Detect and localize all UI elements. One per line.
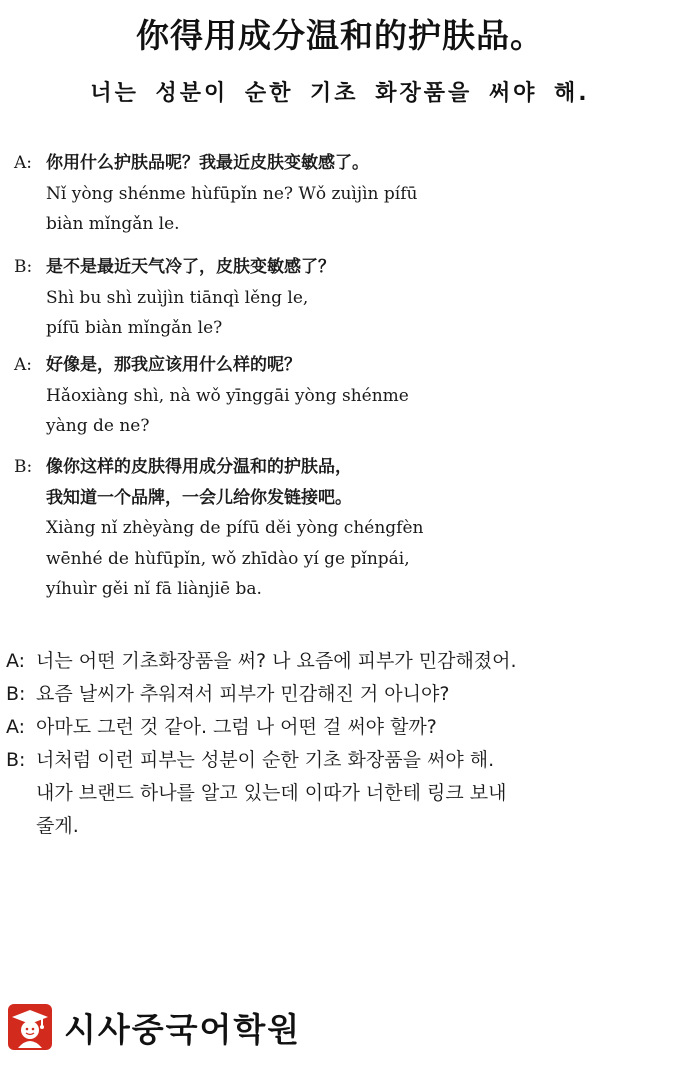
- speaker-label: A:: [6, 650, 26, 672]
- korean-text: 줄게.: [36, 815, 79, 837]
- korean-text: 요즘 날씨가 추워져서 피부가 민감해진 거 아니야?: [36, 683, 450, 705]
- speaker-label: B:: [6, 683, 26, 705]
- korean-line-row: [6, 744, 676, 843]
- pinyin-line: biàn mǐngǎn le.: [46, 214, 180, 234]
- korean-line-row: [6, 645, 676, 678]
- pinyin-line: yíhuìr gěi nǐ fā liànjiē ba.: [46, 579, 262, 599]
- title-korean: 너는 성분이 순한 기초 화장품을 써야 해.: [90, 81, 590, 106]
- chinese-line: 像你这样的皮肤得用成分温和的护肤品，: [46, 457, 352, 477]
- pinyin-line: pífū biàn mǐngǎn le?: [46, 318, 223, 338]
- academy-logo: [8, 1002, 301, 1052]
- korean-translation: [6, 645, 676, 843]
- korean-line-row: [6, 711, 676, 744]
- pinyin-line: Xiàng nǐ zhèyàng de pífū děi yòng chéngfèn: [46, 518, 424, 538]
- pinyin-line: Nǐ yòng shénme hùfūpǐn ne? Wǒ zuìjìn pífū: [46, 183, 418, 204]
- chinese-line: 你用什么护肤品呢？我最近皮肤变敏感了。: [46, 153, 369, 173]
- korean-text: 너처럼 이런 피부는 성분이 순한 기초 화장품을 써야 해.: [36, 749, 495, 771]
- speaker-label: A:: [14, 153, 33, 173]
- speaker-label: B:: [6, 749, 26, 771]
- speaker-label: A:: [6, 716, 26, 738]
- title-chinese: 你得用成分温和的护肤品。: [136, 16, 544, 55]
- korean-text: 너는 어떤 기초화장품을 써? 나 요즘에 피부가 민감해졌어.: [36, 650, 517, 672]
- chinese-line: 是不是最近天气冷了，皮肤变敏感了？: [46, 257, 335, 277]
- pinyin-line: yàng de ne?: [46, 416, 150, 436]
- korean-text: 아마도 그런 것 같아. 그럼 나 어떤 걸 써야 할까?: [36, 716, 437, 738]
- pinyin-line: Hǎoxiàng shì, nà wǒ yīnggāi yòng shénme: [46, 385, 409, 406]
- pinyin-line: Shì bu shì zuìjìn tiānqì lěng le,: [46, 287, 309, 308]
- chinese-line: 好像是，那我应该用什么样的呢？: [46, 355, 301, 375]
- speaker-label: B:: [14, 457, 33, 477]
- graduate-mascot-icon: [8, 1004, 52, 1050]
- pinyin-line: wēnhé de hùfūpǐn, wǒ zhīdào yí ge pǐnpái,: [46, 548, 410, 569]
- korean-line-row: [6, 678, 676, 711]
- chinese-line: 我知道一个品牌，一会儿给你发链接吧。: [46, 487, 352, 508]
- speaker-label: A:: [14, 355, 33, 375]
- speaker-label: B:: [14, 257, 33, 277]
- korean-text: 내가 브랜드 하나를 알고 있는데 이따가 너한테 링크 보내: [36, 782, 507, 804]
- academy-name: 시사중국어학원: [64, 1009, 302, 1049]
